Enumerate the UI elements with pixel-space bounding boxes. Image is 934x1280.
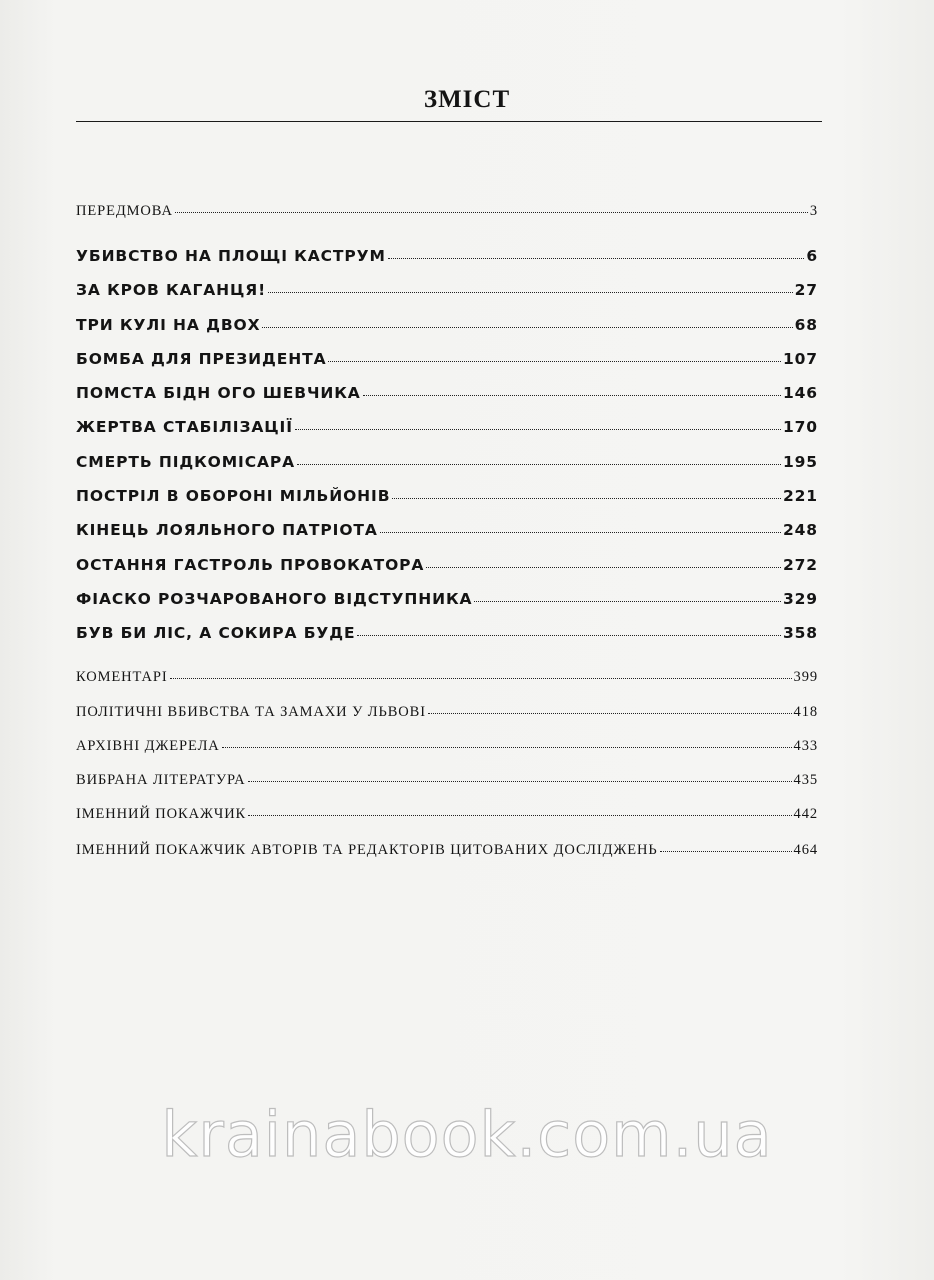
toc-entry-title: ТРИ КУЛІ НА ДВОХ — [76, 316, 261, 334]
dot-leader — [428, 713, 792, 714]
dot-leader — [388, 258, 804, 259]
toc-entry — [76, 247, 818, 265]
toc-entry-title: СМЕРТЬ ПІДКОМІСАРА — [76, 453, 296, 471]
dot-leader — [295, 429, 781, 430]
toc-entry-page: 195 — [782, 453, 818, 471]
toc-entry-title: ІМЕННИЙ ПОКАЖЧИК — [76, 806, 247, 822]
toc-entry-title: БОМБА ДЛЯ ПРЕЗИДЕНТА — [76, 350, 327, 368]
toc-entry-title: ФІАСКО РОЗЧАРОВАНОГО ВІДСТУПНИКА — [76, 590, 473, 608]
toc-entry-page: 248 — [782, 521, 818, 539]
toc-entry — [76, 624, 818, 642]
dot-leader — [248, 815, 791, 816]
toc-entry-page: 146 — [782, 384, 818, 402]
toc-entry-page: 6 — [806, 247, 818, 265]
toc-entry-page: 433 — [793, 738, 818, 754]
toc-entry-title: АРХІВНІ ДЖЕРЕЛА — [76, 738, 220, 754]
dot-leader — [170, 678, 792, 679]
toc-entry-title: КІНЕЦЬ ЛОЯЛЬНОГО ПАТРІОТА — [76, 521, 378, 539]
toc-entry — [76, 772, 818, 789]
toc-entry-page: 418 — [793, 704, 818, 720]
toc-entry-title: ПОЛІТИЧНІ ВБИВСТВА ТА ЗАМАХИ У ЛЬВОВІ — [76, 704, 426, 720]
page-title: ЗМІСТ — [423, 86, 511, 113]
toc-entry — [76, 521, 818, 539]
watermark: krainabook.com.ua — [161, 1098, 773, 1171]
toc-entry-title: ЗА КРОВ КАГАНЦЯ! — [76, 281, 267, 299]
toc-entry-title: КОМЕНТАРІ — [76, 669, 168, 685]
dot-leader — [392, 498, 781, 499]
toc-entry-page: 272 — [782, 556, 818, 574]
dot-leader — [222, 747, 792, 748]
dot-leader — [268, 292, 793, 293]
toc-entry-page: 442 — [793, 806, 818, 822]
toc-entry-page: 68 — [794, 316, 818, 334]
toc-entry-title: БУВ БИ ЛІС, А СОКИРА БУДЕ — [76, 624, 356, 642]
toc-entry-title: ОСТАННЯ ГАСТРОЛЬ ПРОВОКАТОРА — [76, 556, 425, 574]
toc-entry — [76, 842, 818, 859]
toc-entry-page: 358 — [782, 624, 818, 642]
dot-leader — [297, 464, 781, 465]
toc-entry-page: 107 — [782, 350, 818, 368]
toc-entry — [76, 418, 818, 436]
dot-leader — [328, 361, 780, 362]
dot-leader — [426, 567, 781, 568]
toc-entry — [76, 316, 818, 334]
toc-entry — [76, 453, 818, 471]
toc-entry — [76, 704, 818, 721]
toc-entry-title: ПЕРЕДМОВА — [76, 203, 173, 219]
toc-entry — [76, 487, 818, 505]
dot-leader — [474, 601, 781, 602]
toc-entry — [76, 350, 818, 368]
toc-entry-page: 464 — [793, 842, 818, 858]
dot-leader — [660, 851, 792, 852]
toc-entry — [76, 203, 818, 220]
toc-entry-page: 435 — [793, 772, 818, 788]
toc-entry — [76, 806, 818, 823]
toc-entry-title: ПОСТРІЛ В ОБОРОНІ МІЛЬЙОНІВ — [76, 487, 391, 505]
toc-entry — [76, 590, 818, 608]
toc-entry-page: 170 — [782, 418, 818, 436]
toc-entry — [76, 281, 818, 299]
toc-entry — [76, 738, 818, 755]
title-underline — [76, 121, 822, 122]
dot-leader — [380, 532, 781, 533]
dot-leader — [248, 781, 792, 782]
toc-entry-title: ЖЕРТВА СТАБІЛІЗАЦІЇ — [76, 418, 293, 436]
toc-entry-page: 3 — [809, 203, 818, 219]
toc-entry — [76, 384, 818, 402]
dot-leader — [175, 212, 808, 213]
toc-entry-page: 329 — [782, 590, 818, 608]
toc-entry-title: ВИБРАНА ЛІТЕРАТУРА — [76, 772, 246, 788]
dot-leader — [357, 635, 780, 636]
toc-entry-page: 221 — [782, 487, 818, 505]
dot-leader — [363, 395, 781, 396]
dot-leader — [262, 327, 792, 328]
toc-entry-title: ПОМСТА БІДН ОГО ШЕВЧИКА — [76, 384, 361, 402]
toc-entry-title: ІМЕННИЙ ПОКАЖЧИК АВТОРІВ ТА РЕДАКТОРІВ ЦИТОВАНИХ ДОСЛІДЖЕНЬ — [76, 842, 658, 858]
toc-entry — [76, 669, 818, 686]
toc-entry-title: УБИВСТВО НА ПЛОЩІ КАСТРУМ — [76, 247, 386, 265]
toc-entry — [76, 556, 818, 574]
toc-entry-page: 27 — [794, 281, 818, 299]
toc-entry-page: 399 — [793, 669, 818, 685]
